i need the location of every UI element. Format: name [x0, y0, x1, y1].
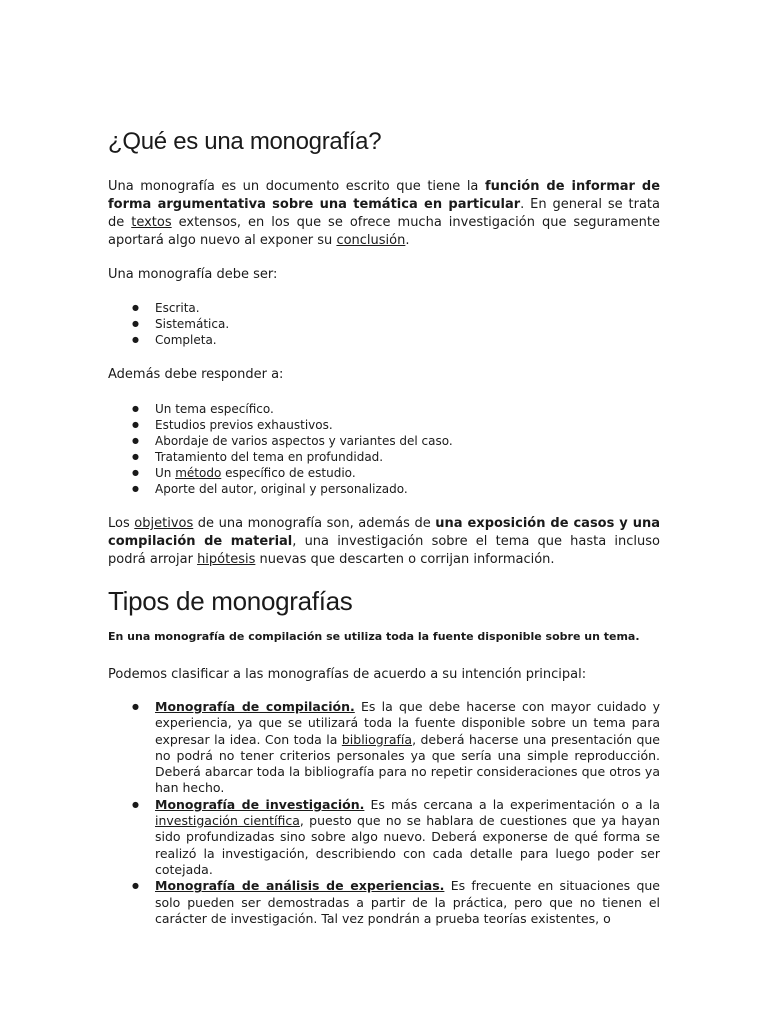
intro-text-2: . En general se trata de [108, 197, 660, 230]
list-text: Es la que debe hacerse con mayor cuidado y experiencia, ya que se utilizará toda la fuente disponible sobre un tema para expresar la idea. Con toda la [155, 699, 660, 747]
objectives-text-4: nuevas que descarten o corrijan información. [255, 552, 555, 567]
intro-paragraph [108, 178, 660, 250]
list-item: ● Sistemática. [108, 316, 660, 332]
must-be-label: Una monografía debe ser: [108, 267, 278, 282]
respond-list [108, 401, 660, 497]
list-text: específico de estudio. [221, 466, 356, 480]
image-caption: En una monografía de compilación se utiliza toda la fuente disponible sobre un tema. [108, 630, 640, 643]
list-item [108, 465, 660, 481]
list-item [108, 878, 660, 927]
types-list [108, 699, 660, 927]
objectives-text-2: de una monografía son, además de [193, 516, 436, 531]
must-be-list [108, 300, 660, 348]
intro-bold: función de informar de forma argumentativa sobre una temática en particular [108, 179, 661, 212]
respond-label: Además debe responder a: [108, 367, 284, 382]
page-title: ¿Qué es una monografía? [108, 128, 382, 155]
list-item: ● Completa. [108, 332, 660, 348]
objectives-paragraph [108, 515, 660, 569]
link-metodo[interactable]: método [175, 466, 222, 480]
list-text: , deberá hacerse una presentación que no podrá no tener criterios personales ya que sería una simple reproducción. Deberá abarcar toda la bibliografía para no repetir consideraciones que otros ya han hecho. [155, 731, 660, 796]
link-hipotesis[interactable]: hipótesis [197, 552, 256, 567]
list-item: ● Estudios previos exhaustivos. [108, 417, 660, 433]
intro-text-3: extensos, en los que se ofrece mucha investigación que seguramente aportará algo nuevo al exponer su [108, 215, 660, 248]
term-investigacion: Monografía de investigación. [155, 796, 365, 812]
objectives-text-3: , una investigación sobre el tema que hasta incluso podrá arrojar [108, 534, 660, 567]
link-textos[interactable]: textos [131, 215, 172, 230]
term-compilacion: Monografía de compilación. [155, 699, 355, 714]
link-conclusion[interactable]: conclusión [336, 233, 406, 248]
intro-text-4: . [405, 233, 410, 248]
list-item: ● Un tema específico. [108, 401, 660, 417]
objectives-text-1: Los [108, 516, 135, 531]
classify-paragraph: Podemos clasificar a las monografías de acuerdo a su intención principal: [108, 667, 587, 682]
list-text: , puesto que no se hablara de cuestiones que ya hayan sido profundizadas sino sobre algo nuevo. Deberá exponerse de qué forma se realizó la investigación, describiendo con cada detalle para luego poder ser cotejada. [155, 813, 660, 877]
link-investigacion-cientifica[interactable]: investigación científica [155, 813, 300, 829]
list-item [108, 797, 660, 878]
list-text: Un [155, 466, 176, 480]
list-text: Es más cercana a la experimentación o a la [364, 796, 661, 812]
section-title: Tipos de monografías [108, 586, 353, 616]
list-item: ● Tratamiento del tema en profundidad. [108, 449, 660, 465]
intro-text-1: Una monografía es un documento escrito que tiene la [108, 179, 485, 194]
term-analisis: Monografía de análisis de experiencias. [155, 878, 445, 894]
link-objetivos[interactable]: objetivos [134, 516, 194, 531]
list-item: ● Escrita. [108, 300, 660, 316]
objectives-bold: una exposición de casos y una compilación de material [108, 516, 660, 549]
list-item: ● Aporte del autor, original y personalizado. [108, 481, 660, 497]
list-text: Es frecuente en situaciones que solo pueden ser demostradas a partir de la práctica, pero que no tienen el carácter de investigación. Tal vez pondrán a prueba teorías existentes, o [155, 878, 660, 926]
list-item [108, 699, 660, 797]
list-item: ● Abordaje de varios aspectos y variantes del caso. [108, 433, 660, 449]
link-bibliografia[interactable]: bibliografía [341, 731, 413, 747]
